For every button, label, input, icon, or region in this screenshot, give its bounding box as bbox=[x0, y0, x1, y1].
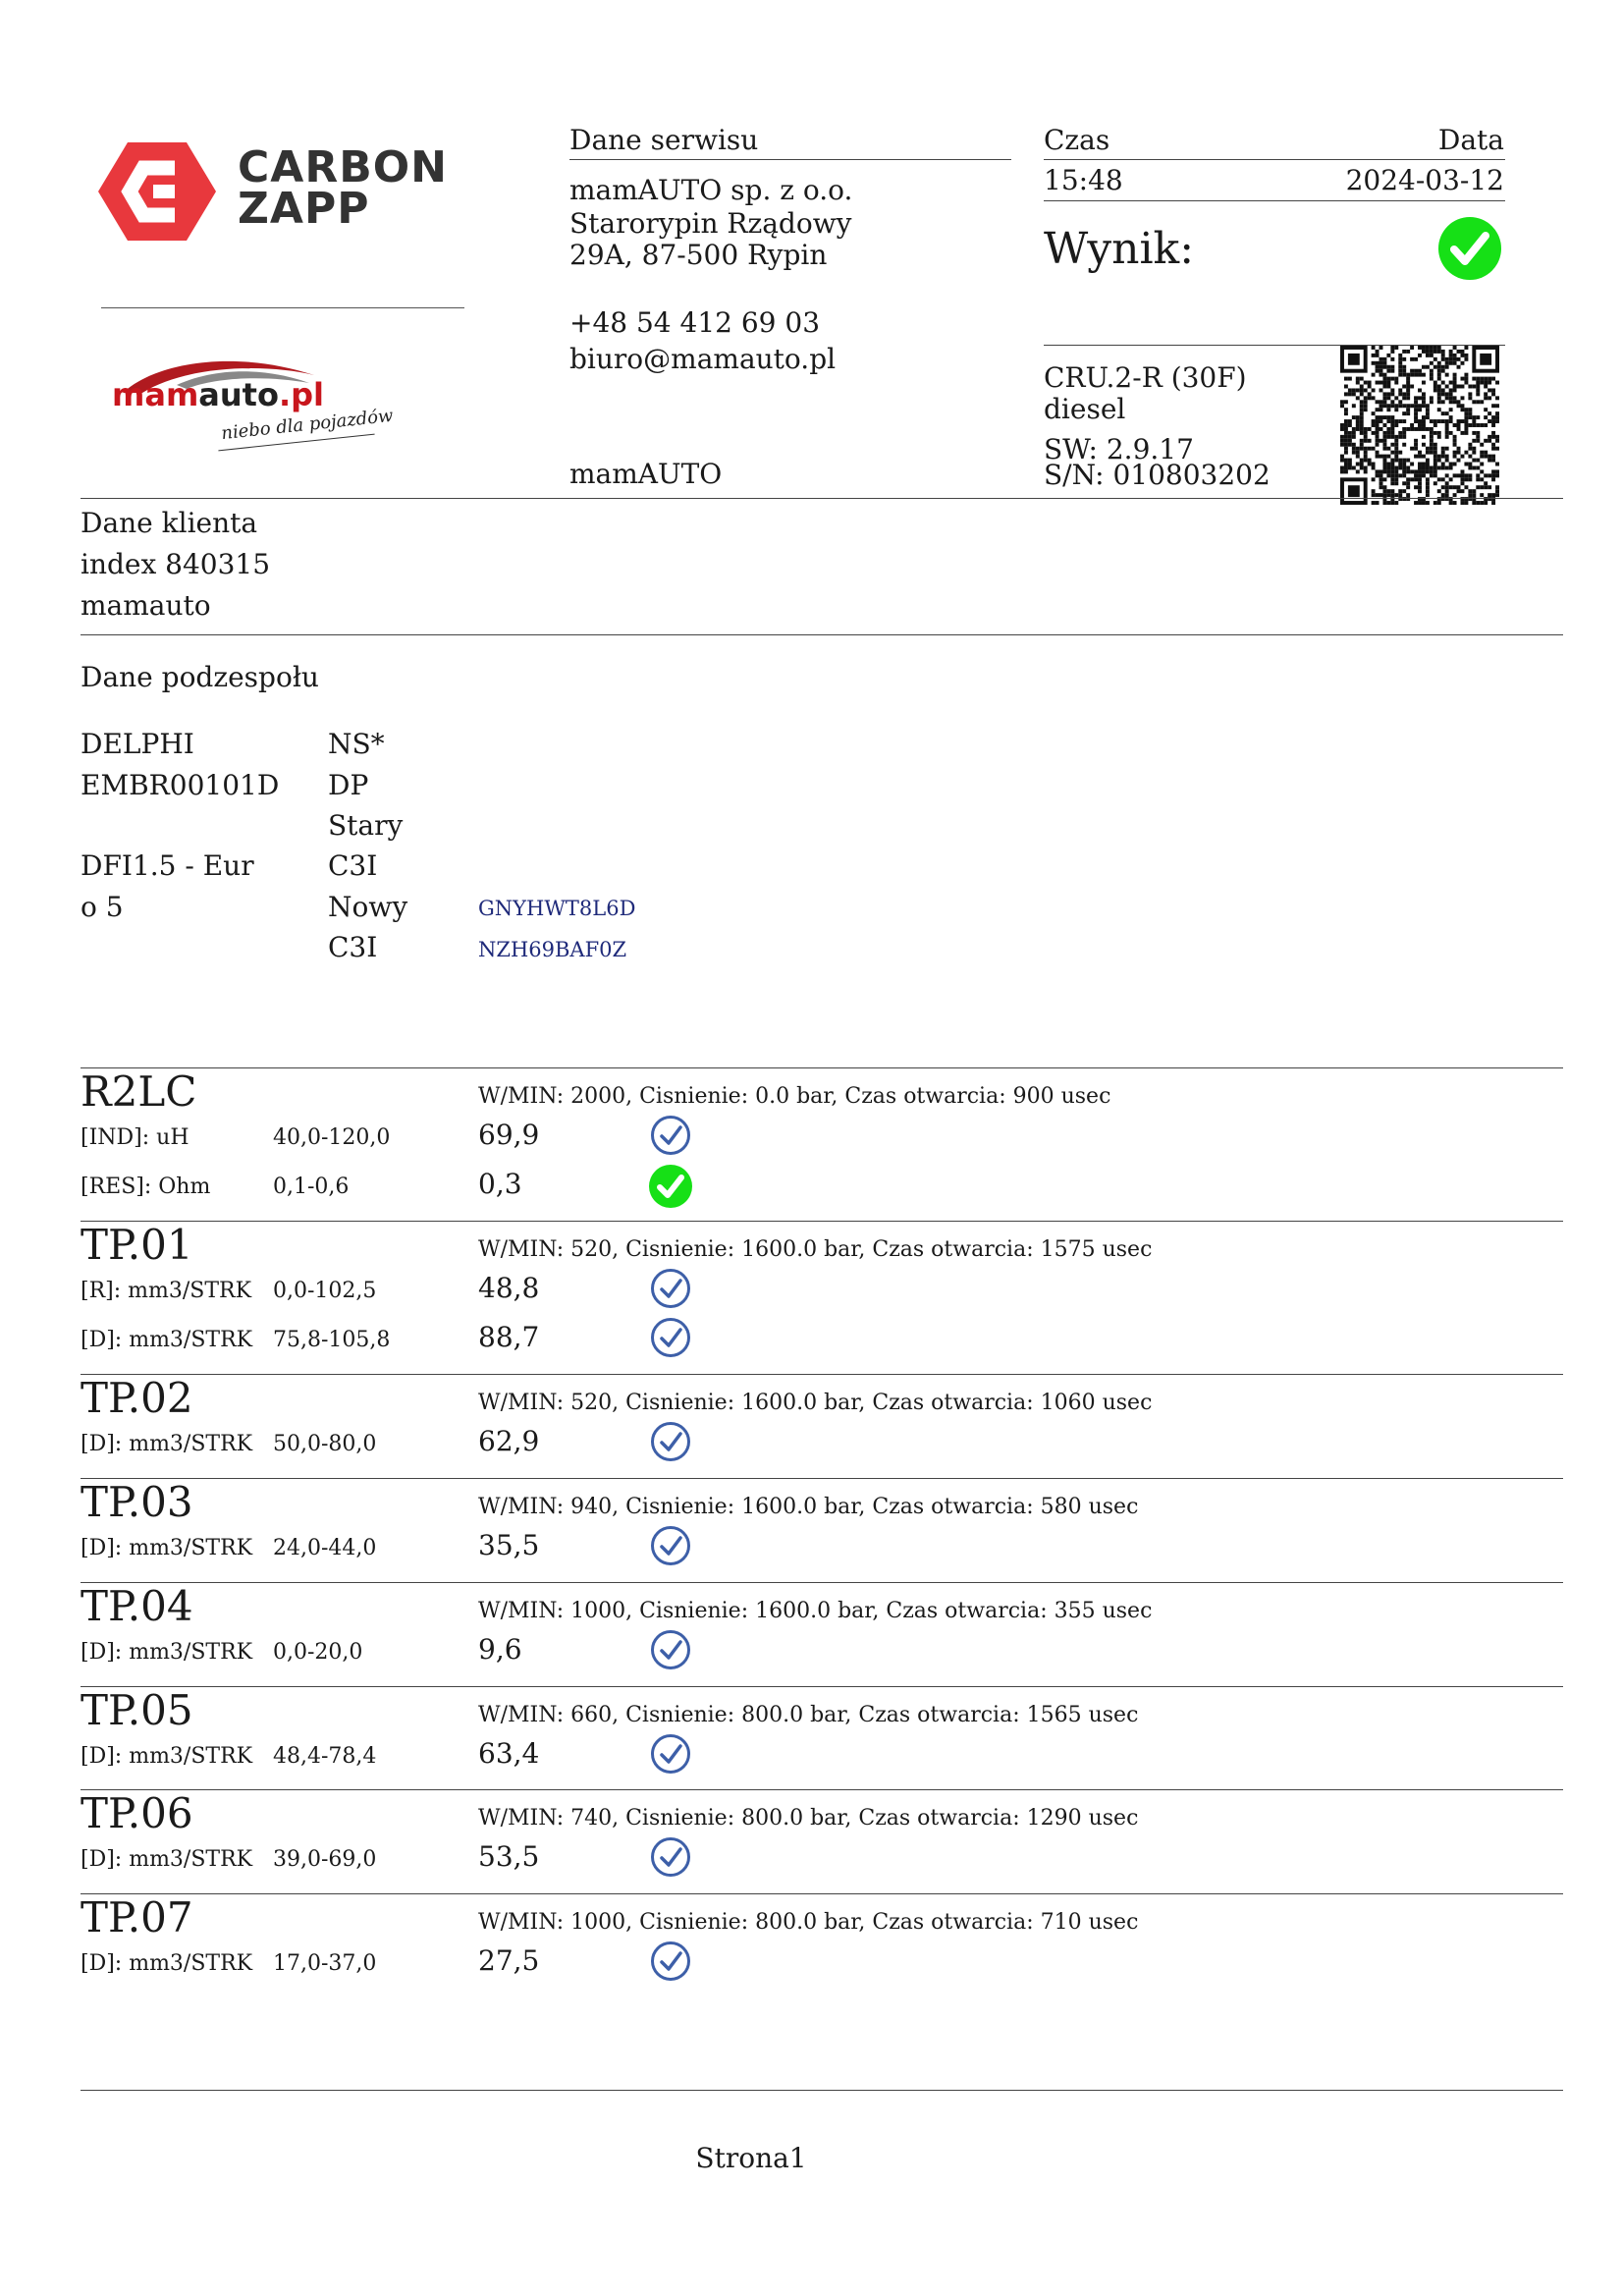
service-company: mamAUTO sp. z o.o. bbox=[569, 174, 853, 206]
ok-blue-check-icon bbox=[650, 1733, 691, 1778]
fuel-type: diesel bbox=[1044, 393, 1126, 425]
ok-blue-check-icon bbox=[650, 1525, 691, 1570]
measurement-range: 0,1-0,6 bbox=[273, 1175, 350, 1199]
test-parameters: W/MIN: 740, Cisnienie: 800.0 bar, Czas otwarcia: 1290 usec bbox=[478, 1806, 1139, 1831]
ok-blue-check-icon bbox=[650, 1268, 691, 1313]
test-separator bbox=[81, 1893, 1563, 1894]
test-name: TP.06 bbox=[81, 1789, 193, 1837]
measurement-range: 24,0-44,0 bbox=[273, 1536, 377, 1560]
client-index: index 840315 bbox=[81, 548, 271, 580]
logo-text-auto: auto bbox=[198, 376, 279, 413]
test-separator bbox=[81, 1686, 1563, 1687]
header-bottom-rule bbox=[81, 498, 1563, 499]
time-label: Czas bbox=[1044, 124, 1110, 156]
test-separator bbox=[81, 1478, 1563, 1479]
measurement-value: 88,7 bbox=[478, 1321, 540, 1353]
logo-divider bbox=[101, 307, 464, 308]
component-part-number: EMBR00101D bbox=[81, 769, 280, 801]
time-value: 15:48 bbox=[1044, 164, 1123, 196]
measurement-range: 0,0-102,5 bbox=[273, 1279, 377, 1303]
brand-line-2: ZAPP bbox=[238, 184, 370, 234]
measurement-range: 0,0-20,0 bbox=[273, 1640, 363, 1665]
service-heading: Dane serwisu bbox=[569, 124, 759, 156]
measurement-label: [D]: mm3/STRK bbox=[81, 1744, 253, 1769]
software-version: SW: 2.9.17 bbox=[1044, 433, 1194, 465]
client-bottom-rule bbox=[81, 634, 1563, 635]
test-name: TP.04 bbox=[81, 1582, 193, 1630]
test-separator bbox=[81, 1067, 1563, 1068]
measurement-value: 63,4 bbox=[478, 1737, 540, 1770]
ok-blue-check-icon bbox=[650, 1317, 691, 1362]
serial-number: S/N: 010803202 bbox=[1044, 459, 1271, 491]
test-parameters: W/MIN: 1000, Cisnienie: 1600.0 bar, Czas otwarcia: 355 usec bbox=[478, 1599, 1153, 1623]
test-parameters: W/MIN: 2000, Cisnienie: 0.0 bar, Czas otwarcia: 900 usec bbox=[478, 1084, 1111, 1109]
component-old-label: Stary bbox=[328, 809, 404, 842]
component-system-1: DFI1.5 - Eur bbox=[81, 849, 254, 882]
test-parameters: W/MIN: 940, Cisnienie: 1600.0 bar, Czas otwarcia: 580 usec bbox=[478, 1495, 1139, 1519]
ok-blue-check-icon bbox=[650, 1941, 691, 1986]
measurement-value: 48,8 bbox=[478, 1272, 540, 1304]
measurement-range: 50,0-80,0 bbox=[273, 1432, 377, 1456]
service-phone: +48 54 412 69 03 bbox=[569, 306, 821, 339]
ok-blue-check-icon bbox=[650, 1115, 691, 1160]
measurement-label: [IND]: uH bbox=[81, 1125, 189, 1150]
measurement-range: 48,4-78,4 bbox=[273, 1744, 377, 1769]
logo-text-mam: mam bbox=[112, 376, 199, 413]
measurement-value: 35,5 bbox=[478, 1529, 540, 1561]
test-parameters: W/MIN: 520, Cisnienie: 1600.0 bar, Czas otwarcia: 1060 usec bbox=[478, 1391, 1153, 1415]
service-short-name: mamAUTO bbox=[569, 458, 723, 490]
test-separator bbox=[81, 1374, 1563, 1375]
meta-rule-1 bbox=[1044, 159, 1505, 160]
measurement-value: 62,9 bbox=[478, 1425, 540, 1457]
service-email: biuro@mamauto.pl bbox=[569, 343, 837, 375]
measurement-label: [D]: mm3/STRK bbox=[81, 1951, 253, 1976]
component-code-2: NZH69BAF0Z bbox=[478, 938, 627, 961]
brand-line-1: CARBON bbox=[238, 142, 448, 192]
test-separator bbox=[81, 1582, 1563, 1583]
test-separator bbox=[81, 1789, 1563, 1790]
measurement-range: 39,0-69,0 bbox=[273, 1847, 377, 1872]
test-separator bbox=[81, 1221, 1563, 1222]
measurement-label: [D]: mm3/STRK bbox=[81, 1536, 253, 1560]
test-parameters: W/MIN: 520, Cisnienie: 1600.0 bar, Czas otwarcia: 1575 usec bbox=[478, 1237, 1153, 1262]
carbon-zapp-icon bbox=[98, 142, 216, 241]
logo-text-pl: .pl bbox=[278, 376, 324, 413]
test-name: TP.07 bbox=[81, 1893, 193, 1941]
measurement-label: [D]: mm3/STRK bbox=[81, 1640, 253, 1665]
test-name: TP.05 bbox=[81, 1686, 193, 1734]
component-system-2: o 5 bbox=[81, 891, 124, 923]
measurement-range: 17,0-37,0 bbox=[273, 1951, 377, 1976]
measurement-value: 69,9 bbox=[478, 1119, 540, 1151]
measurement-value: 53,5 bbox=[478, 1840, 540, 1873]
component-old-type: C3I bbox=[328, 849, 378, 882]
component-new-type: C3I bbox=[328, 931, 378, 963]
component-new-label: Nowy bbox=[328, 891, 408, 923]
component-manufacturer: DELPHI bbox=[81, 728, 194, 760]
measurement-range: 75,8-105,8 bbox=[273, 1328, 391, 1352]
measurement-label: [RES]: Ohm bbox=[81, 1175, 211, 1199]
measurement-label: [D]: mm3/STRK bbox=[81, 1432, 253, 1456]
test-name: TP.01 bbox=[81, 1221, 193, 1269]
ok-blue-check-icon bbox=[650, 1421, 691, 1466]
measurement-label: [D]: mm3/STRK bbox=[81, 1847, 253, 1872]
date-value: 2024-03-12 bbox=[1345, 164, 1504, 196]
meta-rule-2 bbox=[1044, 200, 1505, 201]
date-label: Data bbox=[1437, 124, 1504, 156]
ok-blue-check-icon bbox=[650, 1629, 691, 1674]
test-parameters: W/MIN: 660, Cisnienie: 800.0 bar, Czas otwarcia: 1565 usec bbox=[478, 1703, 1139, 1727]
measurement-value: 0,3 bbox=[478, 1168, 522, 1200]
test-name: R2LC bbox=[81, 1067, 197, 1116]
test-parameters: W/MIN: 1000, Cisnienie: 800.0 bar, Czas otwarcia: 710 usec bbox=[478, 1910, 1139, 1935]
service-heading-rule bbox=[569, 159, 1011, 160]
client-name: mamauto bbox=[81, 589, 211, 622]
measurement-label: [D]: mm3/STRK bbox=[81, 1328, 253, 1352]
component-field-2: DP bbox=[328, 769, 369, 801]
test-name: TP.02 bbox=[81, 1374, 193, 1422]
result-ok-icon bbox=[1437, 216, 1502, 281]
qr-code bbox=[1340, 346, 1499, 505]
component-heading: Dane podzespołu bbox=[81, 661, 319, 693]
ok-green-check-icon bbox=[648, 1164, 693, 1213]
test-name: TP.03 bbox=[81, 1478, 193, 1526]
page-number: Strona1 bbox=[695, 2142, 807, 2174]
service-address-2: 29A, 87-500 Rypin bbox=[569, 239, 828, 271]
service-address-1: Starorypin Rządowy bbox=[569, 207, 852, 240]
measurement-range: 40,0-120,0 bbox=[273, 1125, 391, 1150]
carbon-zapp-logo bbox=[98, 137, 448, 246]
device-name: CRU.2-R (30F) bbox=[1044, 361, 1247, 394]
measurement-value: 9,6 bbox=[478, 1633, 522, 1666]
logo-tagline: niebo dla pojazdów bbox=[220, 405, 395, 445]
ok-blue-check-icon bbox=[650, 1836, 691, 1882]
component-field-1: NS* bbox=[328, 728, 385, 760]
result-label: Wynik: bbox=[1044, 224, 1195, 274]
mamauto-logo bbox=[108, 354, 393, 452]
measurement-value: 27,5 bbox=[478, 1944, 540, 1977]
footer-rule bbox=[81, 2090, 1563, 2091]
component-code-1: GNYHWT8L6D bbox=[478, 897, 636, 920]
measurement-label: [R]: mm3/STRK bbox=[81, 1279, 252, 1303]
client-heading: Dane klienta bbox=[81, 507, 258, 539]
